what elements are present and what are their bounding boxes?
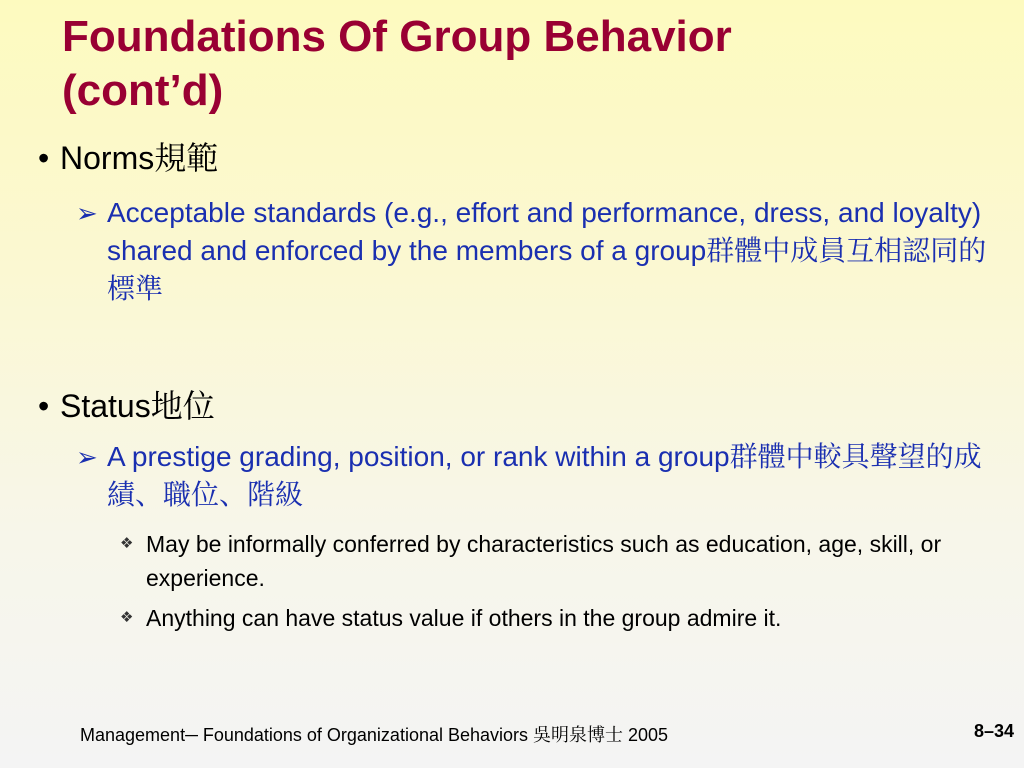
- title-line-1: Foundations Of Group Behavior: [62, 12, 732, 61]
- detail-status-2: [120, 601, 1000, 635]
- bullet-dot-icon: •: [38, 140, 50, 176]
- subpoint-norms-text: Acceptable standards (e.g., effort and performance, dress, and loyalty) shared and enforced by the members of a group群體中成員互相認同的標準: [107, 197, 987, 304]
- diamond-bullet-icon: ❖: [120, 535, 134, 552]
- subpoint-norms: [76, 194, 1006, 308]
- diamond-bullet-icon: ❖: [120, 609, 134, 626]
- footer-course: Management─ Foundations of Organizational Behaviors 吳明泉博士 2005: [80, 725, 669, 745]
- bullet-status: [38, 386, 215, 426]
- bullet-status-label: Status地位: [60, 388, 215, 424]
- detail-status-2-text: Anything can have status value if others in the group admire it.: [146, 605, 782, 631]
- arrow-bullet-icon: ➢: [76, 198, 98, 228]
- bullet-norms: [38, 138, 218, 178]
- footer-slide-number: 8–34: [973, 721, 1014, 741]
- bullet-dot-icon: •: [38, 388, 50, 424]
- arrow-bullet-icon: ➢: [76, 442, 98, 472]
- bullet-norms-label: Norms規範: [60, 140, 219, 176]
- detail-status-1: [120, 527, 1000, 595]
- subpoint-status-text: A prestige grading, position, or rank within a group群體中較具聲望的成績、職位、階級: [107, 441, 982, 510]
- slide-title: [62, 10, 1002, 118]
- subpoint-status: [76, 438, 1006, 514]
- detail-status-1-text: May be informally conferred by characteristics such as education, age, skill, or experience.: [146, 531, 942, 591]
- title-line-2: (cont’d): [62, 66, 224, 115]
